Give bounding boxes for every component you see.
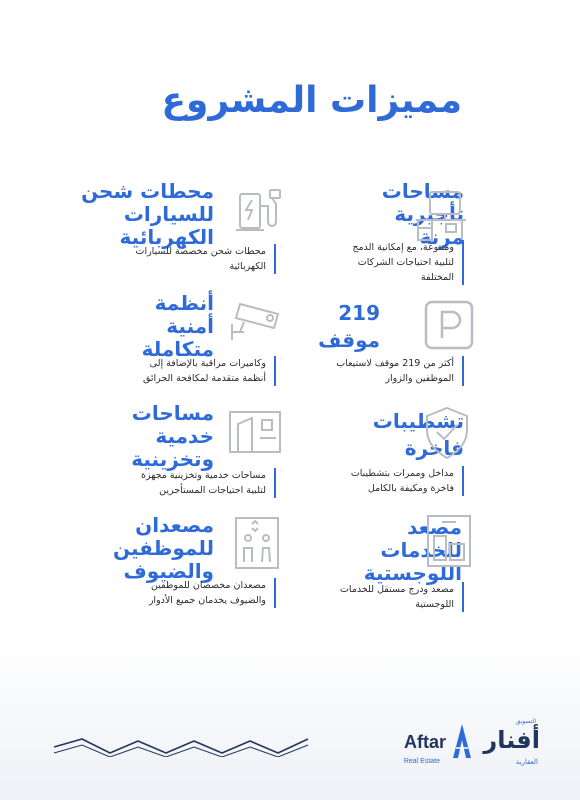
desc-line: ومتنوعة، مع إمكانية الدمج (352, 242, 454, 253)
logo-arabic-top: التسويق (515, 718, 536, 725)
feature-description (136, 244, 276, 274)
desc-line: أنظمة متقدمة لمكافحة الحرائق (142, 373, 266, 384)
heading-line: وتخزينية (131, 447, 214, 471)
heading-line: الكهربائية (119, 225, 214, 249)
heading-line: مصعد (407, 515, 462, 539)
heading-line: للموظفين (112, 536, 214, 560)
desc-line: مداخل وممرات بتشطيبات (350, 468, 454, 479)
logo-english-sub: Real Estate (403, 758, 440, 765)
quality-badge-icon (418, 404, 476, 462)
desc-line: لتلبية احتياجات الشركات (357, 257, 454, 268)
company-logo (380, 718, 540, 778)
logo-english-name: Aftar (403, 732, 446, 752)
heading-line: للسيارات (123, 202, 214, 226)
feature-heading (131, 402, 214, 471)
office-desk-icon (410, 188, 468, 246)
security-camera-icon (226, 294, 284, 352)
heading-line: مصعدان (135, 513, 214, 537)
heading-line: والضيوف (123, 559, 214, 583)
feature-heading (81, 180, 214, 249)
feature-description (352, 240, 464, 285)
feature-heading (318, 302, 380, 352)
desc-line: وكاميرات مراقبة بالإضافة إلى (149, 358, 266, 369)
desc-line: مساحات خدمية وتخزينية مجهزة (140, 470, 266, 481)
feature-heading (142, 292, 214, 361)
feature-description (340, 582, 464, 612)
desc-line: اللوجستية (415, 599, 454, 610)
feature-description (351, 466, 464, 496)
ev-charger-icon (228, 184, 286, 242)
wave-decoration (52, 735, 312, 757)
heading-line: متكاملة (141, 337, 214, 361)
heading-line: محطات شحن (81, 179, 214, 203)
page-title: مميزات المشروع (161, 80, 462, 121)
desc-line: مصعد ودرج مستقل للخدمات (339, 584, 454, 595)
parking-icon (420, 296, 478, 354)
heading-line: 219 (338, 301, 380, 325)
logo-mark-icon (450, 722, 474, 762)
freight-elevator-icon (420, 512, 478, 570)
desc-line: الكهربائية (229, 261, 266, 272)
heading-line: موقف (318, 328, 380, 352)
desc-line: أكثر من 219 موقف لاستيعاب (336, 358, 454, 369)
logo-arabic-sub: العقارية (515, 758, 538, 766)
desc-line: محطات شحن مخصصة للسيارات (135, 246, 266, 257)
heading-line: مرنة (419, 225, 464, 249)
heading-line: فاخرة (404, 436, 464, 460)
storage-room-icon (226, 404, 284, 462)
passenger-elevator-icon (228, 514, 286, 572)
heading-line: اللوجستية (363, 561, 462, 585)
heading-line: أمنية (166, 314, 214, 338)
feature-description (143, 356, 276, 386)
heading-line: للخدمات (380, 538, 462, 562)
desc-line: لتلبية احتياجات المستأجرين (159, 485, 266, 496)
heading-line: خدمية (155, 424, 214, 448)
heading-line: تشطيبات (372, 409, 464, 433)
feature-description (336, 356, 464, 386)
desc-line: فاخرة ومكيفة بالكامل (367, 483, 454, 494)
heading-line: مساحات (131, 401, 214, 425)
desc-line: والضيوف يخدمان جميع الأدوار (148, 595, 266, 606)
heading-line: مساحات (381, 179, 464, 203)
heading-line: تأجيرية (394, 202, 464, 226)
feature-description (141, 468, 276, 498)
feature-heading (113, 514, 214, 583)
desc-line: الموظفين والزوار (385, 373, 454, 384)
desc-line: المختلفة (420, 272, 454, 283)
feature-description (149, 578, 276, 608)
heading-line: أنظمة (154, 291, 214, 315)
logo-arabic-name: أفنار (483, 726, 540, 754)
desc-line: مصعدان مخصصان للموظفين (150, 580, 266, 591)
